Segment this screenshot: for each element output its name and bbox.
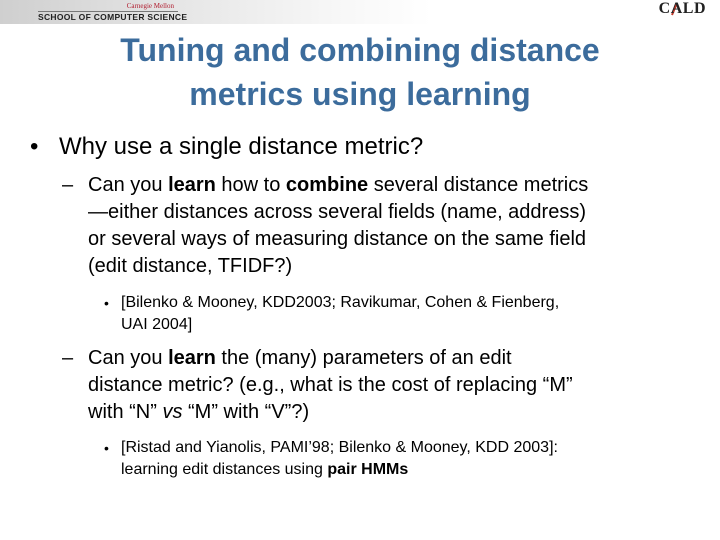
title-line-1: Tuning and combining distance xyxy=(120,32,600,68)
title-line-2: metrics using learning xyxy=(189,76,531,112)
school-name: SCHOOL OF COMPUTER SCIENCE xyxy=(38,12,188,22)
bullet-icon: • xyxy=(104,295,109,311)
bullet-icon: • xyxy=(104,440,109,456)
ref2-line-2: learning edit distances using pair HMMs xyxy=(121,461,409,478)
sub2-line-3: with “N” vs “M” with “V”?) xyxy=(88,401,310,423)
bullet-main-text: Why use a single distance metric? xyxy=(59,133,424,160)
sub2-line-2: distance metric? (e.g., what is the cost of replacing “M” xyxy=(88,374,573,396)
ref2-line-1: [Ristad and Yianolis, PAMI’98; Bilenko & Mooney, KDD 2003]: xyxy=(121,439,558,456)
ref1-line-2: UAI 2004] xyxy=(121,316,193,333)
sub1-line-3: or several ways of measuring distance on the same field xyxy=(88,228,587,250)
dash-icon: – xyxy=(62,347,74,369)
sub2-line-1: Can you learn the (many) parameters of an edit xyxy=(88,347,512,369)
bullet-icon: • xyxy=(30,133,39,160)
reference-2-text xyxy=(121,437,701,481)
sub1-line-2: —either distances across several fields (name, address) xyxy=(88,201,586,223)
cmu-wordmark: Carnegie Mellon xyxy=(126,2,174,10)
cmu-scs-logo xyxy=(38,2,188,24)
slide-title xyxy=(40,28,680,116)
sub1-line-4: (edit distance, TFIDF?) xyxy=(88,255,293,277)
sub-bullet-combine-text xyxy=(88,172,708,280)
ref1-line-1: [Bilenko & Mooney, KDD2003; Ravikumar, Cohen & Fienberg, xyxy=(121,294,560,311)
dash-icon: – xyxy=(62,174,74,196)
reference-1-text xyxy=(121,292,701,336)
cald-logo: CALD xyxy=(658,0,706,17)
sub-bullet-parameters-text xyxy=(88,345,708,426)
sub1-line-1: Can you learn how to combine several distance metrics xyxy=(88,174,589,196)
